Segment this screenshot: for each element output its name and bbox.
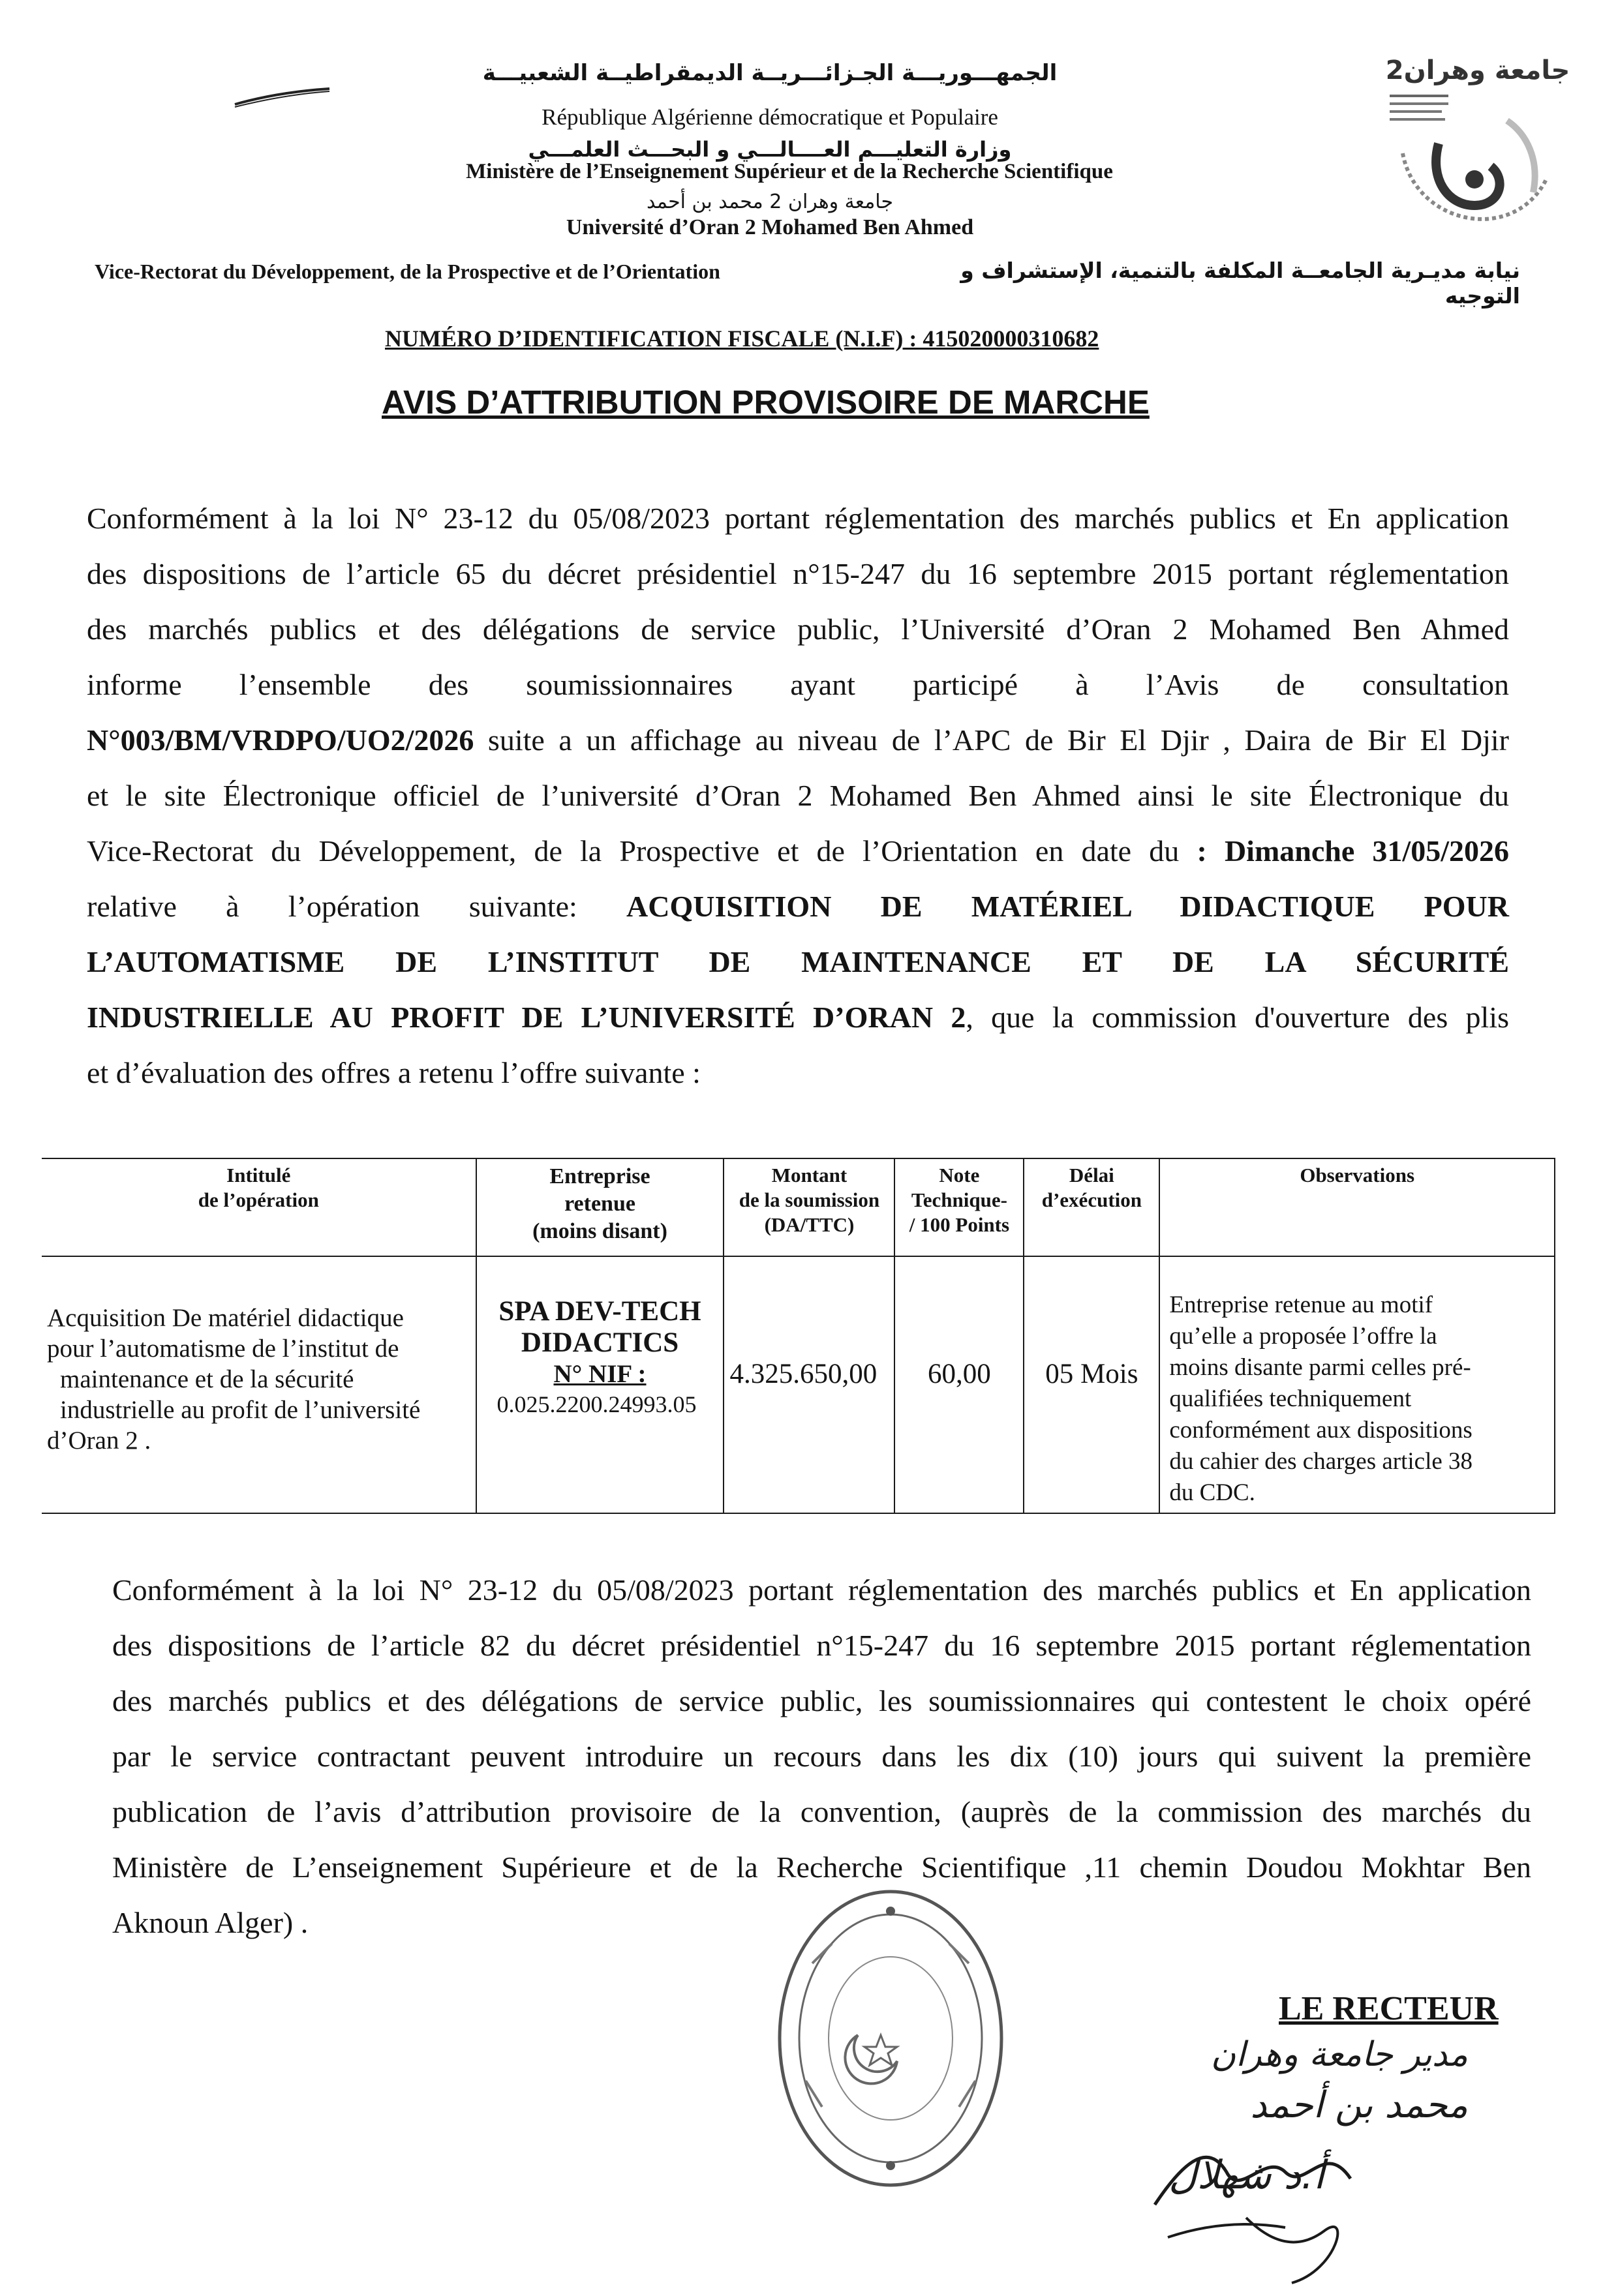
col-header-operation: Intitulé de l’opération — [42, 1158, 476, 1256]
company-name: SPA DEV-TECH — [498, 1296, 701, 1327]
col-header-amount: Montant de la soumission (DA/TTC) — [724, 1158, 894, 1256]
consultation-number: N°003/BM/VRDPO/UO2/2026 — [87, 723, 474, 757]
cell-amount: 4.325.650,00 — [724, 1256, 894, 1513]
award-table — [42, 1158, 1555, 1514]
header-arabic-ministry: وزارة التعليـــم العــــالـــي و البحـــث العلمـــي — [528, 137, 1012, 162]
pen-stroke-mark — [232, 85, 333, 111]
header-arabic-republic: الجمهـــوريـــة الجـزائـــريــة الديمقراطيــة الشعبيـــة — [482, 60, 1058, 86]
closing-line-2: des dispositions de l’article 82 du décret présidentiel n°15-247 du 16 septembre 2015 portant réglementation — [112, 1629, 1531, 1662]
signatory-title: LE RECTEUR — [1279, 1990, 1499, 2027]
intro-line-3: des marchés publics et des délégations de service public, l’Université d’Oran 2 Mohamed Ben Ahmed — [87, 612, 1509, 646]
intro-line-6: et le site Électronique officiel de l’université d’Oran 2 Mohamed Ben Ahmed ainsi le site Électronique du — [87, 779, 1509, 812]
cell-operation: Acquisition De matériel didactique pour l’automatisme de l’institut de maintenance et de la sécurité industrielle au profit de l’université d’Oran 2 . — [42, 1256, 476, 1513]
university-logo-icon — [1377, 55, 1579, 251]
intro-line-9: L’AUTOMATISME DE L’INSTITUT DE MAINTENANCE ET DE LA SÉCURITÉ — [87, 945, 1509, 978]
rector-signature: مدير جامعة وهران محمد بن أحمد أ.د شهلال — [1076, 2022, 1474, 2296]
table-header-row — [42, 1158, 1555, 1256]
logo-arabic-name: جامعة وهران2 — [1385, 55, 1570, 85]
col-header-company: Entreprise retenue (moins disant) — [476, 1158, 724, 1256]
intro-line-5: N°003/BM/VRDPO/UO2/2026 suite a un affichage au niveau de l’APC de Bir El Djir , Daira de Bir El Djir — [87, 723, 1509, 757]
table-row — [42, 1256, 1555, 1513]
intro-line-1: Conformément à la loi N° 23-12 du 05/08/2023 portant réglementation des marchés publics et En application — [87, 502, 1509, 535]
intro-line-2: des dispositions de l’article 65 du décret présidentiel n°15-247 du 16 septembre 2015 portant réglementation — [87, 557, 1509, 590]
col-header-observations: Observations — [1159, 1158, 1555, 1256]
intro-line-7: Vice-Rectorat du Développement, de la Prospective et de l’Orientation en date du : Dimanche 31/05/2026 — [87, 834, 1509, 868]
intro-line-8: relative à l’opération suivante: ACQUISITION DE MATÉRIEL DIDACTIQUE POUR — [87, 890, 1509, 923]
header-french-ministry: Ministère de l’Enseignement Supérieur et de la Recherche Scientifique — [466, 160, 1113, 183]
company-nif-label: N° NIF : — [553, 1360, 647, 1388]
cell-note: 60,00 — [894, 1256, 1024, 1513]
page-title: AVIS D’ATTRIBUTION PROVISOIRE DE MARCHE — [382, 384, 1150, 421]
header-french-republic: République Algérienne démocratique et Populaire — [542, 104, 998, 130]
closing-line-1: Conformément à la loi N° 23-12 du 05/08/2023 portant réglementation des marchés publics et En application — [112, 1573, 1531, 1607]
intro-line-4: informe l’ensemble des soumissionnaires ayant participé à l’Avis de consultation — [87, 668, 1509, 701]
publication-date: : Dimanche 31/05/2026 — [1197, 834, 1509, 868]
company-nif-value: 0.025.2200.24993.05 — [496, 1391, 697, 1417]
cell-observations: Entreprise retenue au motif qu’elle a proposée l’offre la moins disante parmi celles pré- qualifiées techniquement conformément aux dispositions du cahier des charges article 38 du CDC. — [1159, 1256, 1555, 1513]
intro-paragraph — [87, 491, 1509, 1100]
closing-line-6: Ministère de L’enseignement Supérieure et de la Recherche Scientifique ,11 chemin Doudou Mokhtar Ben — [112, 1850, 1531, 1884]
closing-line-4: par le service contractant peuvent introduire un recours dans les dix (10) jours qui suivent la première — [112, 1740, 1531, 1773]
logo-emblem-icon — [1377, 82, 1579, 251]
cell-company: SPA DEV-TECH DIDACTICS N° NIF : 0.025.2200.24993.05 — [476, 1256, 724, 1513]
closing-line-5: publication de l’avis d’attribution provisoire de la convention, (auprès de la commission des marchés du — [112, 1795, 1531, 1828]
header-french-university: Université d’Oran 2 Mohamed Ben Ahmed — [566, 215, 974, 239]
col-header-note: Note Technique- / 100 Points — [894, 1158, 1024, 1256]
vice-rectorate-ar: نيابة مديـرية الجامعــة المكلفة بالتنمية، الإستشراف و التوجيه — [960, 258, 1520, 309]
signature-scribble-icon — [1076, 2022, 1474, 2296]
closing-line-3: des marchés publics et des délégations de service public, les soumissionnaires qui contestent le choix opéré — [112, 1684, 1531, 1717]
closing-line-7: Aknoun Alger) . — [112, 1906, 309, 1939]
intro-line-10: INDUSTRIELLE AU PROFIT DE L’UNIVERSITÉ D’ORAN 2, que la commission d'ouverture des plis — [87, 1001, 1509, 1034]
cell-delay: 05 Mois — [1024, 1256, 1159, 1513]
intro-line-11: et d’évaluation des offres a retenu l’offre suivante : — [87, 1056, 701, 1089]
official-stamp-icon — [773, 1885, 1008, 2192]
header-arabic-university: جامعة وهران 2 محمد بن أحمد — [646, 190, 893, 213]
nif-line: NUMÉRO D’IDENTIFICATION FISCALE (N.I.F) : 415020000310682 — [385, 325, 1099, 352]
col-header-delay: Délai d’exécution — [1024, 1158, 1159, 1256]
vice-rectorate-fr: Vice-Rectorat du Développement, de la Prospective et de l’Orientation — [95, 260, 720, 283]
